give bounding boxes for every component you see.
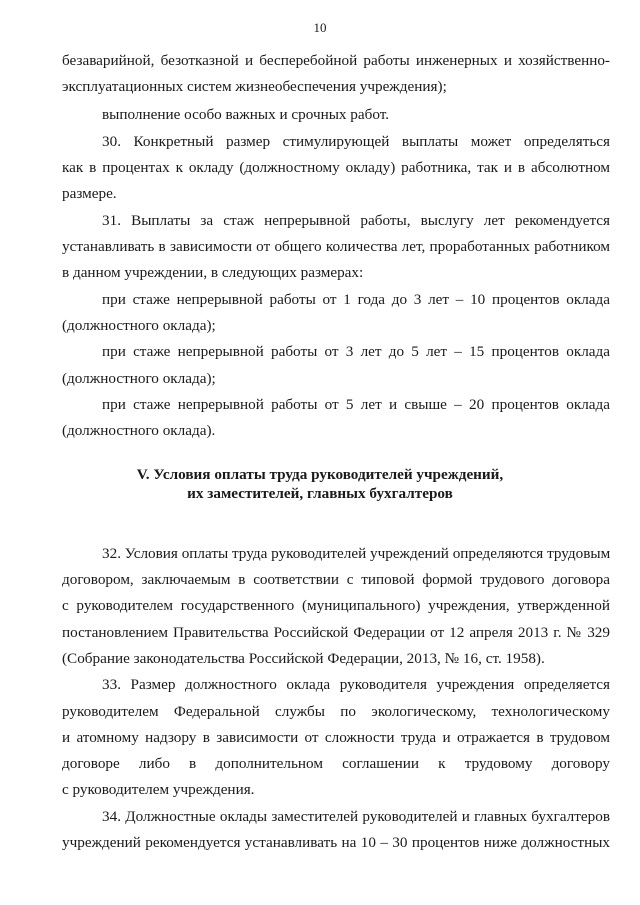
- text-line: устанавливать в зависимости от общего количества лет, проработанных работником: [62, 238, 610, 255]
- text-line: учреждений рекомендуется устанавливать на 10 – 30 процентов ниже должностных: [62, 834, 610, 851]
- text-line: выполнение особо важных и срочных работ.: [102, 106, 390, 123]
- text-line: эксплуатационных систем жизнеобеспечения учреждения);: [62, 78, 447, 95]
- text-line: 32. Условия оплаты труда руководителей учреждений определяются трудовым: [102, 545, 611, 562]
- text-line: договором, заключаемым в соответствии с типовой формой трудового договора: [62, 571, 610, 588]
- text-line: руководителем Федеральной службы по экологическому, технологическому: [62, 703, 610, 720]
- section-heading-line-2: их заместителей, главных бухгалтеров: [187, 485, 453, 502]
- text-line: и атомному надзору в зависимости от сложности труда и отражается в трудовом: [62, 729, 610, 746]
- text-line: как в процентах к окладу (должностному окладу) работника, так и в абсолютном: [62, 159, 610, 176]
- text-line: 33. Размер должностного оклада руководителя учреждения определяется: [102, 676, 610, 693]
- text-line: безаварийной, безотказной и бесперебойной работы инженерных и хозяйственно-: [62, 52, 610, 69]
- text-line: постановлением Правительства Российской Федерации от 12 апреля 2013 г. № 329: [62, 624, 610, 641]
- text-line: 34. Должностные оклады заместителей руководителей и главных бухгалтеров: [102, 808, 610, 825]
- text-line: в данном учреждении, в следующих размерах:: [62, 264, 364, 281]
- text-line: 30. Конкретный размер стимулирующей выплаты может определяться: [102, 133, 610, 150]
- text-line: (должностного оклада);: [62, 370, 216, 387]
- section-heading-line-1: V. Условия оплаты труда руководителей учреждений,: [136, 466, 504, 483]
- text-line: (Собрание законодательства Российской Федерации, 2013, № 16, ст. 1958).: [62, 650, 545, 667]
- text-line: при стаже непрерывной работы от 1 года до 3 лет – 10 процентов оклада: [102, 291, 610, 308]
- text-line: с руководителем государственного (муниципального) учреждения, утвержденной: [62, 597, 610, 614]
- text-line: при стаже непрерывной работы от 3 лет до 5 лет – 15 процентов оклада: [102, 343, 610, 360]
- text-line: 31. Выплаты за стаж непрерывной работы, выслугу лет рекомендуется: [102, 212, 610, 229]
- text-line: размере.: [62, 185, 117, 202]
- text-line: (должностного оклада).: [62, 422, 216, 439]
- text-line: при стаже непрерывной работы от 5 лет и свыше – 20 процентов оклада: [102, 396, 610, 413]
- text-line: (должностного оклада);: [62, 317, 216, 334]
- text-line: договоре либо в дополнительном соглашении к трудовому договору: [62, 755, 610, 772]
- text-line: с руководителем учреждения.: [62, 781, 255, 798]
- page-number: 10: [313, 20, 327, 35]
